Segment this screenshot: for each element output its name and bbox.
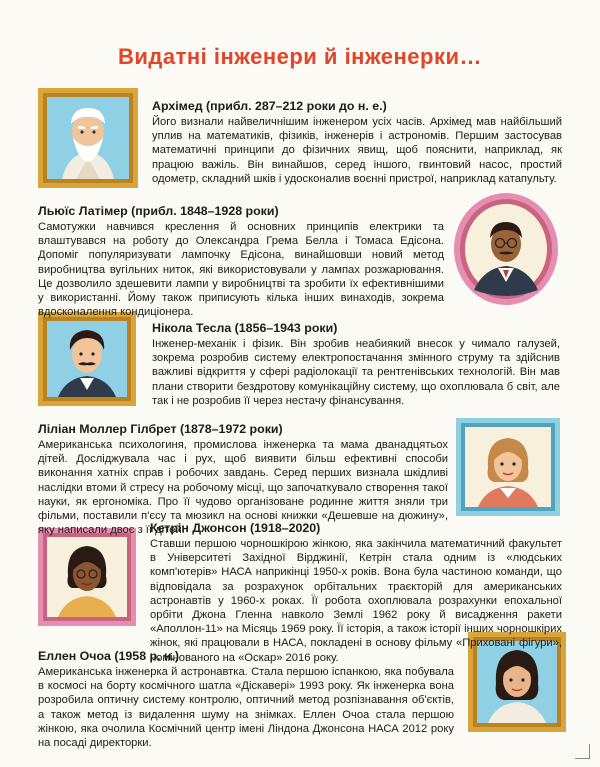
entry-bio: Його визнали найвеличнішим інженером усіх часів. Архімед мав найбільший уплив на математиків, фізиків, інженерів і астрономів. Першим застосував математичні принципи до фізичних явищ, щоб пояснити, наприклад, як працюю важіль. Він винайшов, серед іншого, гвинтовий насос, простий одометр, складний шків і удосконалив воєнні пристрої, наприклад катапульту.	[152, 116, 562, 185]
entry-archimedes	[152, 98, 562, 186]
entry-name: Нікола Тесла (1856–1943 роки)	[152, 321, 338, 335]
entry-ochoa	[38, 648, 454, 750]
archimedes-portrait	[38, 88, 138, 188]
entry-bio: Інженер-механік і фізик. Він зробив неабиякий внесок у чимало галузей, зокрема розробив систему електропостачання змінного струму та здійснив важливі відкриття у сфері радіолокації та рентгенівських технологій. Він мав плани створити бездротову комунікаційну систему, що охоплювала б світ, але так і не розробив її через нестачу фінансування.	[152, 338, 560, 407]
entry-johnson	[150, 520, 562, 665]
entry-name: Еллен Очоа (1958 р. н.)	[38, 649, 180, 663]
gilbreth-portrait	[456, 418, 560, 516]
entry-bio: Американська інженерка й астронавтка. Стала першою іспанкою, яка побувала в космосі на борту космічного шатла «Діскавері» 1993 року. Як інженерка вона розробила оптичну систему контролю, оптичний метод розпізнавання об'єктів, а також метод із видалення шуму на знімках. Еллен Очоа стала першою жінкою, яка очолила Космічний центр імені Ліндона Джонсона НАСА 2012 року на посаді директорки.	[38, 666, 454, 750]
entry-latimer	[38, 203, 444, 319]
latimer-portrait	[450, 190, 562, 308]
entry-name: Кетрін Джонсон (1918–2020)	[150, 521, 321, 535]
entry-name: Архімед (прибл. 287–212 роки до н. е.)	[152, 99, 387, 113]
entry-bio: Американська психологиня, промислова інженерка та мама дванадцятьох дітей. Досліджувала час і рух, щоб виявити більш ефективні способи виконання хатніх справ і робочих завдань. Серед перших визнала шкідливі наслідки втоми й стресу на робочому місці, що започаткувало створення такої науки, як ергономіка. Про її чудово організоване родинне життя зняли три фільми, поставили п'єсу та мюзикл на основі книжки «Дешевше на дюжину», яку написали двоє з її дітей.	[38, 439, 448, 537]
entry-name: Ліліан Моллер Гілбрет (1878–1972 роки)	[38, 422, 283, 436]
entry-bio: Ставши першою чорношкірою жінкою, яка закінчила математичний факультет в Університеті Західної Вірджинії, Кетрін стала одним із «людських комп'ютерів» НАСА наприкінці 1950-х років. Вона була частиною команди, що відповідала за розрахунок орбітальних траєкторій для американських астронавтів у 1960-х роках. Її робота охоплювала розрахунки епохальної орбіти Джона Гленна навколо Землі 1962 року й висадження ракети «Аполлон-11» на Місяць 1969 року. Її історія, а також історії інших чорношкірих жінок, які працювали в НАСА, покладені в основу фільму «Приховані фігури», номінованого на «Оскар» 2016 року.	[150, 538, 562, 664]
johnson-portrait	[38, 528, 136, 626]
entry-name: Льюїс Латімер (прибл. 1848–1928 роки)	[38, 204, 279, 218]
page-corner-mark	[575, 744, 590, 759]
tesla-portrait	[38, 312, 136, 406]
page-title: Видатні інженери й інженерки…	[117, 44, 483, 69]
entry-bio: Самотужки навчився креслення й основних принципів електрики та влаштувався на роботу до Олександра Грема Белла і Томаса Едісона. Допоміг популяризувати лампочку Едісона, винайшовши новий метод виробництва вугільних ниток, які використовували у лампах розжарювання. Це дозволило здешевити лампи у виробництві та зробити їх ефективнішими у використанні. Йому також приписують кілька інших винаходів, зокрема вдосконалення кондиціонера.	[38, 221, 444, 319]
entry-tesla	[152, 320, 560, 408]
